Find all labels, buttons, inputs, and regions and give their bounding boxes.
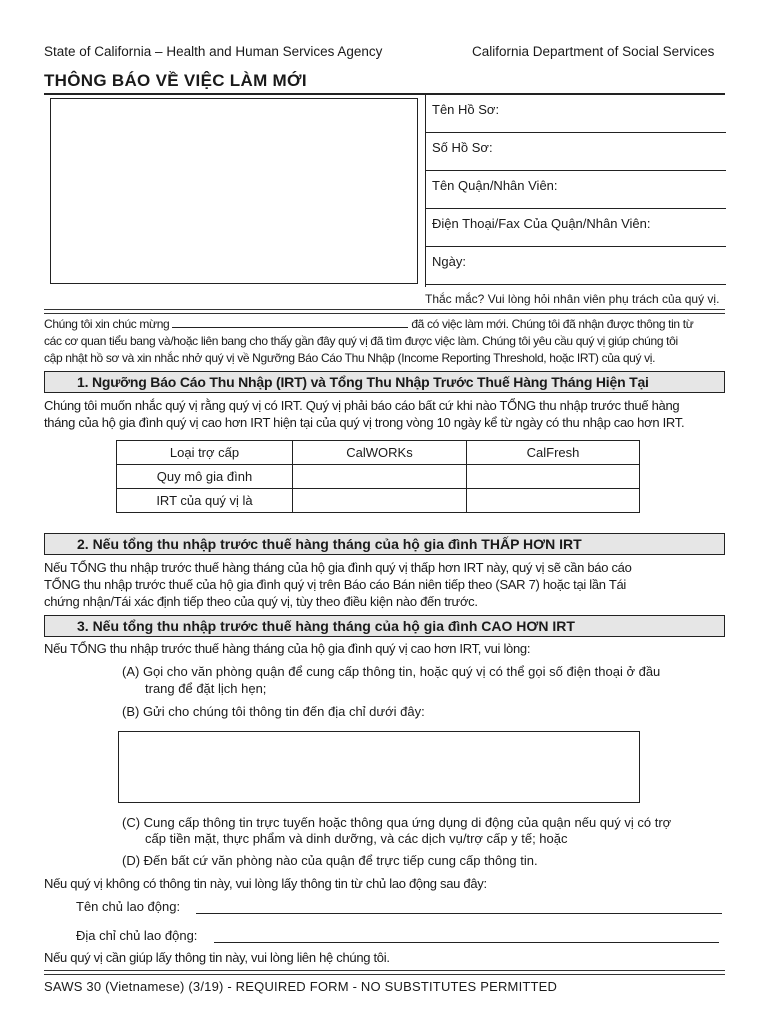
intro-line-1 xyxy=(44,315,728,333)
option-a-line-1: (A) Gọi cho văn phòng quận để cung cấp thông tin, hoặc quý vị có thể gọi số điện thoại ở đầu xyxy=(122,664,661,679)
recipient-address-box[interactable] xyxy=(50,98,418,284)
benefit-type-header: Loại trợ cấp xyxy=(117,441,293,465)
agency-name: State of California – Health and Human Services Agency xyxy=(44,44,383,59)
section-1-line-1: Chúng tôi muốn nhắc quý vị rằng quý vị có IRT. Quý vị phải báo cáo bất cứ khi nào TỔNG thu nhập trước thuế hàng xyxy=(44,398,680,413)
case-number-field[interactable] xyxy=(426,133,726,171)
section-1-header xyxy=(44,371,725,393)
section-3-line-1: Nếu TỔNG thu nhập trước thuế hàng tháng của hộ gia đình quý vị cao hơn IRT, vui lòng: xyxy=(44,641,531,656)
your-irt-label: IRT của quý vị là xyxy=(117,489,293,513)
section-2-heading: 2. Nếu tổng thu nhập trước thuế hàng tháng của hộ gia đình THẤP HƠN IRT xyxy=(77,536,582,552)
case-name-field[interactable] xyxy=(426,95,726,133)
intro-rule xyxy=(44,309,725,314)
help-note: Nếu quý vị cần giúp lấy thông tin này, vui lòng liên hệ chúng tôi. xyxy=(44,950,390,965)
recipient-name-blank[interactable] xyxy=(172,315,408,328)
calworks-header: CalWORKs xyxy=(293,441,467,465)
option-b: (B) Gửi cho chúng tôi thông tin đến địa chỉ dưới đây: xyxy=(122,704,425,719)
calfresh-header: CalFresh xyxy=(467,441,640,465)
section-2-line-2: TỔNG thu nhập trước thuế của hộ gia đình quý vị trên Báo cáo Bán niên tiếp theo (SAR 7) hoặc tại lần Tái xyxy=(44,577,626,592)
option-c-line-1: (C) Cung cấp thông tin trực tuyến hoặc thông qua ứng dụng di động của quận nếu quý vị có trợ xyxy=(122,815,672,830)
intro-congrats: Chúng tôi xin chúc mừng xyxy=(44,317,170,331)
employer-note: Nếu quý vị không có thông tin này, vui lòng lấy thông tin từ chủ lao động sau đây: xyxy=(44,876,487,891)
county-phone-fax-label: Điện Thoại/Fax Của Quận/Nhân Viên: xyxy=(432,216,651,231)
option-c-line-2: cấp tiền mặt, thực phẩm và dinh dưỡng, và các dịch vụ/trợ cấp y tế; hoặc xyxy=(145,831,568,846)
footer-rule xyxy=(44,970,725,975)
case-number-label: Số Hồ Sơ: xyxy=(432,140,493,155)
calworks-irt-cell[interactable] xyxy=(293,489,467,513)
employer-address-field[interactable] xyxy=(214,942,719,943)
option-d: (D) Đến bất cứ văn phòng nào của quận để trực tiếp cung cấp thông tin. xyxy=(122,853,538,868)
case-info-panel xyxy=(425,95,726,287)
household-size-label: Quy mô gia đình xyxy=(117,465,293,489)
table-header-row xyxy=(117,441,640,465)
irt-table xyxy=(116,440,640,513)
date-field[interactable] xyxy=(426,247,726,285)
section-3-header xyxy=(44,615,725,637)
employer-name-field[interactable] xyxy=(196,913,722,914)
intro-line-3: cập nhật hồ sơ và xin nhắc nhở quý vị về Ngưỡng Báo Cáo Thu Nhập (Income Reporting Threshold, hoặc IRT) của quý vị. xyxy=(44,351,656,365)
table-row xyxy=(117,489,640,513)
section-2-header xyxy=(44,533,725,555)
employer-name-label: Tên chủ lao động: xyxy=(76,899,181,914)
intro-line-2: các cơ quan tiểu bang và/hoặc liên bang cho thấy gần đây quý vị đã tìm được việc làm. Chúng tôi yêu cầu quý vị giúp chúng tôi xyxy=(44,334,678,348)
section-1-line-2: tháng của hộ gia đình quý vị cao hơn IRT hiện tại của quý vị trong vòng 10 ngày kể từ ngày có thu nhập cao hơn IRT. xyxy=(44,415,685,430)
option-a-line-2: trang để đặt lịch hẹn; xyxy=(145,681,267,696)
section-3-heading: 3. Nếu tổng thu nhập trước thuế hàng tháng của hộ gia đình CAO HƠN IRT xyxy=(77,618,575,634)
calworks-household-size-cell[interactable] xyxy=(293,465,467,489)
questions-note: Thắc mắc? Vui lòng hỏi nhân viên phụ trách của quý vị. xyxy=(425,292,720,306)
date-label: Ngày: xyxy=(432,254,466,269)
county-phone-fax-field[interactable] xyxy=(426,209,726,247)
county-worker-name-field[interactable] xyxy=(426,171,726,209)
section-2-line-1: Nếu TỔNG thu nhập trước thuế hàng tháng của hộ gia đình quý vị thấp hơn IRT này, quý vị sẽ cần báo cáo xyxy=(44,560,632,575)
department-name: California Department of Social Services xyxy=(472,44,715,59)
section-2-line-3: chứng nhận/Tái xác định tiếp theo của quý vị, tùy theo điều kiện nào đến trước. xyxy=(44,594,478,609)
table-row xyxy=(117,465,640,489)
calfresh-irt-cell[interactable] xyxy=(467,489,640,513)
form-footer: SAWS 30 (Vietnamese) (3/19) - REQUIRED FORM - NO SUBSTITUTES PERMITTED xyxy=(44,979,558,994)
form-title: THÔNG BÁO VỀ VIỆC LÀM MỚI xyxy=(44,71,307,90)
section-1-heading: 1. Ngưỡng Báo Cáo Thu Nhập (IRT) và Tổng Thu Nhập Trước Thuế Hàng Tháng Hiện Tại xyxy=(77,374,649,390)
intro-new-job: đã có việc làm mới. Chúng tôi đã nhận được thông tin từ xyxy=(411,317,694,331)
calfresh-household-size-cell[interactable] xyxy=(467,465,640,489)
county-worker-name-label: Tên Quận/Nhân Viên: xyxy=(432,178,558,193)
mailing-address-box[interactable] xyxy=(118,731,640,803)
employer-address-label: Địa chỉ chủ lao động: xyxy=(76,928,198,943)
case-name-label: Tên Hồ Sơ: xyxy=(432,102,500,117)
